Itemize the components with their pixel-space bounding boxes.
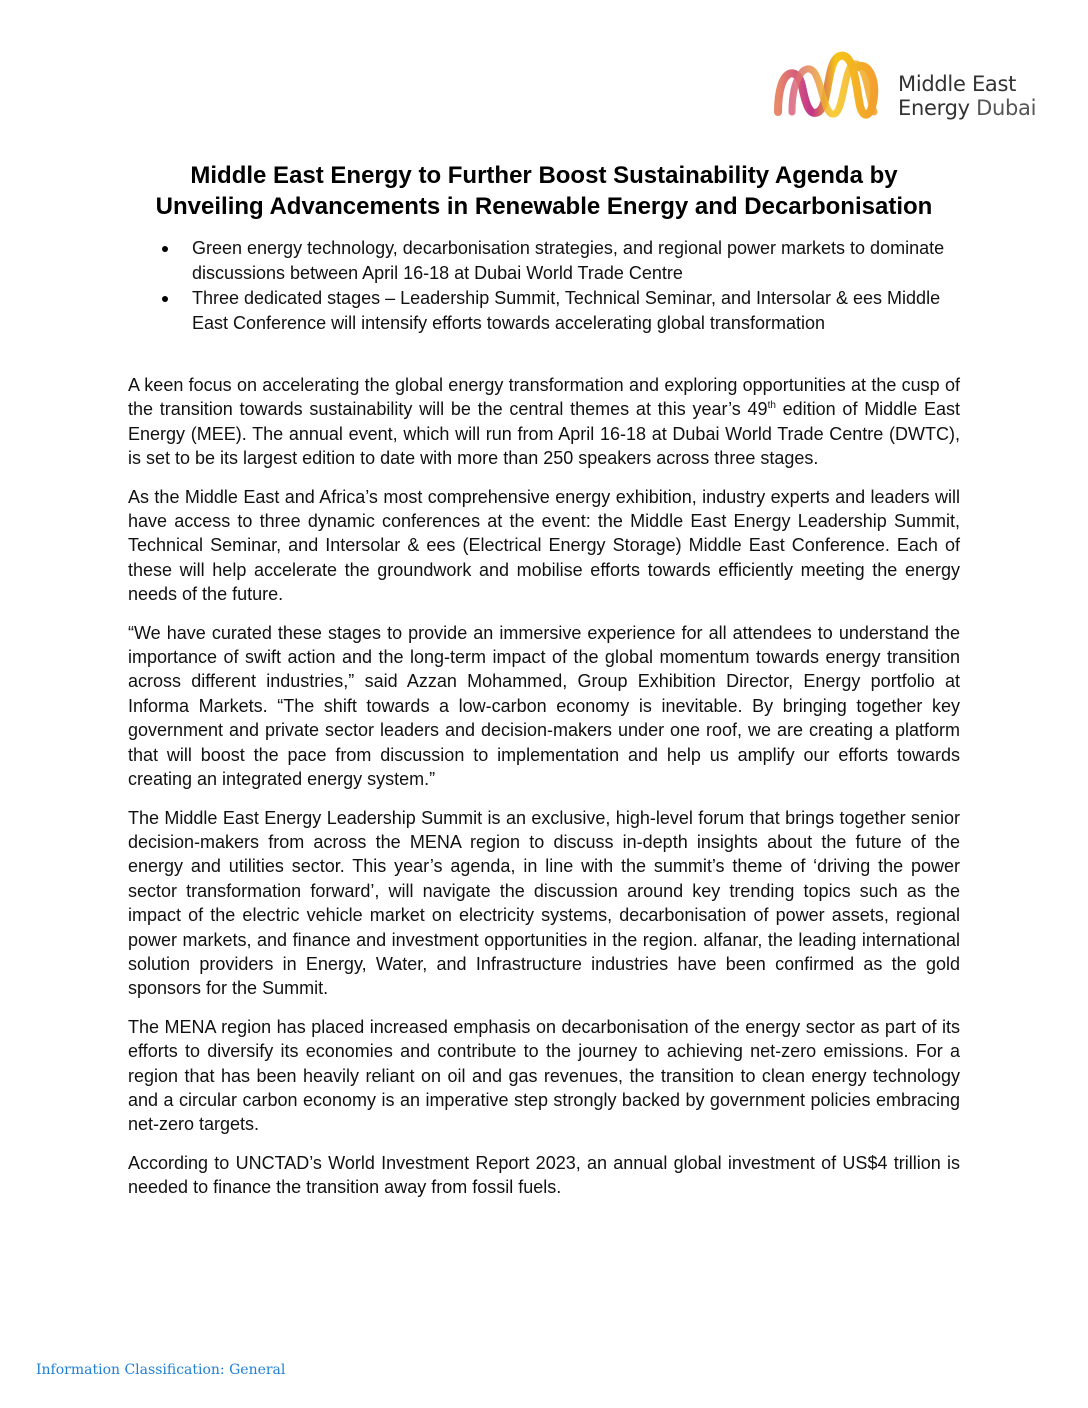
article-body	[128, 373, 960, 1214]
classification-footer: Information Classification: General	[36, 1362, 286, 1378]
title-line-1: Middle East Energy to Further Boost Sustainability Agenda by	[190, 162, 898, 189]
paragraph-text: edition of Middle East Energy (MEE). The annual event, which will run from April 16-18 at Dubai World Trade Centre (DWTC), is set to be its largest edition to date with more than 250 speakers across three stages.	[128, 399, 960, 469]
company-logo	[770, 46, 1050, 126]
press-release-title	[110, 160, 978, 222]
highlights-list	[160, 236, 960, 336]
bullet-icon	[162, 246, 168, 252]
paragraph-conferences: As the Middle East and Africa’s most comprehensive energy exhibition, industry experts and leaders will have access to three dynamic conferences at the event: the Middle East Energy Leadership Summit, Technical Seminar, and Intersolar & ees (Electrical Energy Storage) Middle East Conference. Each of these will help accelerate the groundwork and mobilise efforts towards efficiently meeting the energy needs of the future.	[128, 486, 960, 605]
bullet-icon	[162, 296, 168, 302]
logo-line1: Middle East	[898, 72, 1017, 96]
wave-m-logo-icon	[770, 46, 890, 126]
paragraph-quote: “We have curated these stages to provide an immersive experience for all attendees to understand the importance of swift action and the long-term impact of the global momentum towards energy transition across different industries,” said Azzan Mohammed, Group Exhibition Director, Energy portfolio at Informa Markets. “The shift towards a low-carbon economy is inevitable. By bringing together key government and private sector leaders and decision-makers under one roof, we are creating a platform that will boost the pace from discussion to implementation and help us amplify our efforts towards creating an integrated energy system.”	[128, 622, 960, 790]
paragraph-text: A keen focus on accelerating the global energy transformation and exploring opportunities at the cusp of the transition towards sustainability will be the central themes at this year’s 49	[128, 375, 960, 420]
paragraph-unctad: According to UNCTAD’s World Investment Report 2023, an annual global investment of US$4 trillion is needed to finance the transition away from fossil fuels.	[128, 1152, 960, 1198]
paragraph-mena-decarbonisation: The MENA region has placed increased emphasis on decarbonisation of the energy sector as part of its efforts to diversify its economies and contribute to the journey to achieving net-zero emissions. For a region that has been heavily reliant on oil and gas revenues, the transition to clean energy technology and a circular carbon economy is an imperative step strongly backed by government policies embracing net-zero targets.	[128, 1016, 960, 1135]
logo-line2-light: Dubai	[976, 96, 1037, 120]
title-line-2: Unveiling Advancements in Renewable Energy and Decarbonisation	[155, 193, 933, 220]
highlight-item	[160, 286, 960, 336]
logo-wordmark	[898, 72, 1036, 120]
logo-line2-bold: Energy	[898, 96, 970, 120]
ordinal-superscript: th	[767, 400, 776, 412]
highlight-item	[160, 236, 960, 286]
paragraph-leadership-summit: The Middle East Energy Leadership Summit is an exclusive, high-level forum that brings together senior decision-makers from across the MENA region to discuss in-depth insights about the future of the energy and utilities sector. This year’s agenda, in line with the summit’s theme of ‘driving the power sector transformation forward’, will navigate the discussion around key trending topics such as the impact of the electric vehicle market on electricity systems, decarbonisation of power assets, regional power markets, and finance and investment opportunities in the region. alfanar, the leading international solution providers in Energy, Water, and Infrastructure industries have been confirmed as the gold sponsors for the Summit.	[128, 807, 960, 999]
highlight-text: Three dedicated stages – Leadership Summit, Technical Seminar, and Intersolar & ees Middle East Conference will intensify efforts towards accelerating global transformation	[192, 288, 941, 333]
highlight-text: Green energy technology, decarbonisation strategies, and regional power markets to dominate discussions between April 16-18 at Dubai World Trade Centre	[192, 238, 945, 283]
paragraph-intro	[128, 373, 960, 471]
logo-line2	[898, 96, 1036, 120]
